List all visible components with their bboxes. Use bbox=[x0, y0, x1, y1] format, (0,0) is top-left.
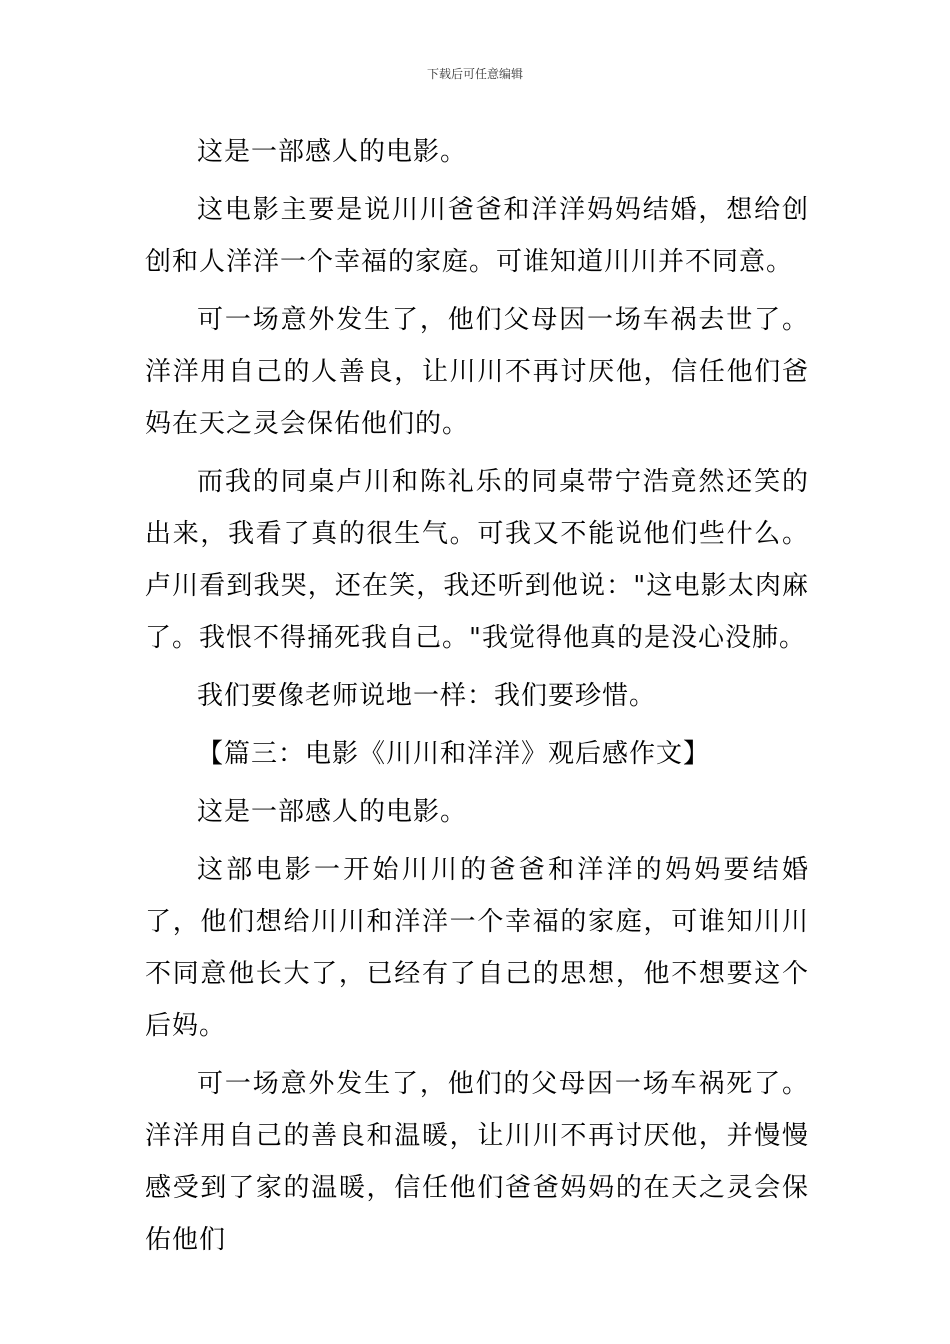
paragraph: 这是一部感人的电影。 bbox=[197, 137, 468, 167]
page-header: 下载后可任意编辑 bbox=[426, 67, 523, 81]
section-heading: 【篇三：电影《川川和洋洋》观后感作文】 bbox=[197, 739, 711, 769]
paragraph: 我们要像老师说地一样：我们要珍惜。 bbox=[197, 681, 657, 711]
paragraph: 而我的同桌卢川和陈礼乐的同桌带宁浩竟然还笑的出来，我看了真的很生气。可我又不能说他们些什么。卢川看到我哭，还在笑，我还听到他说："这电影太肉麻了。我恨不得捅死我自己。"我觉得他真的是没心没肺。 bbox=[145, 467, 809, 653]
paragraph: 这部电影一开始川川的爸爸和洋洋的妈妈要结婚了，他们想给川川和洋洋一个幸福的家庭，可谁知川川不同意他长大了，已经有了自己的思想，他不想要这个后妈。 bbox=[145, 855, 809, 1041]
document-body bbox=[145, 126, 809, 1272]
paragraph: 这电影主要是说川川爸爸和洋洋妈妈结婚，想给创创和人洋洋一个幸福的家庭。可谁知道川川并不同意。 bbox=[145, 195, 809, 277]
paragraph: 这是一部感人的电影。 bbox=[197, 797, 468, 827]
paragraph: 可一场意外发生了，他们父母因一场车祸去世了。洋洋用自己的人善良，让川川不再讨厌他，信任他们爸妈在天之灵会保佑他们的。 bbox=[145, 305, 809, 439]
paragraph: 可一场意外发生了，他们的父母因一场车祸死了。洋洋用自己的善良和温暖，让川川不再讨厌他，并慢慢感受到了家的温暖，信任他们爸爸妈妈的在天之灵会保佑他们 bbox=[145, 1069, 809, 1255]
